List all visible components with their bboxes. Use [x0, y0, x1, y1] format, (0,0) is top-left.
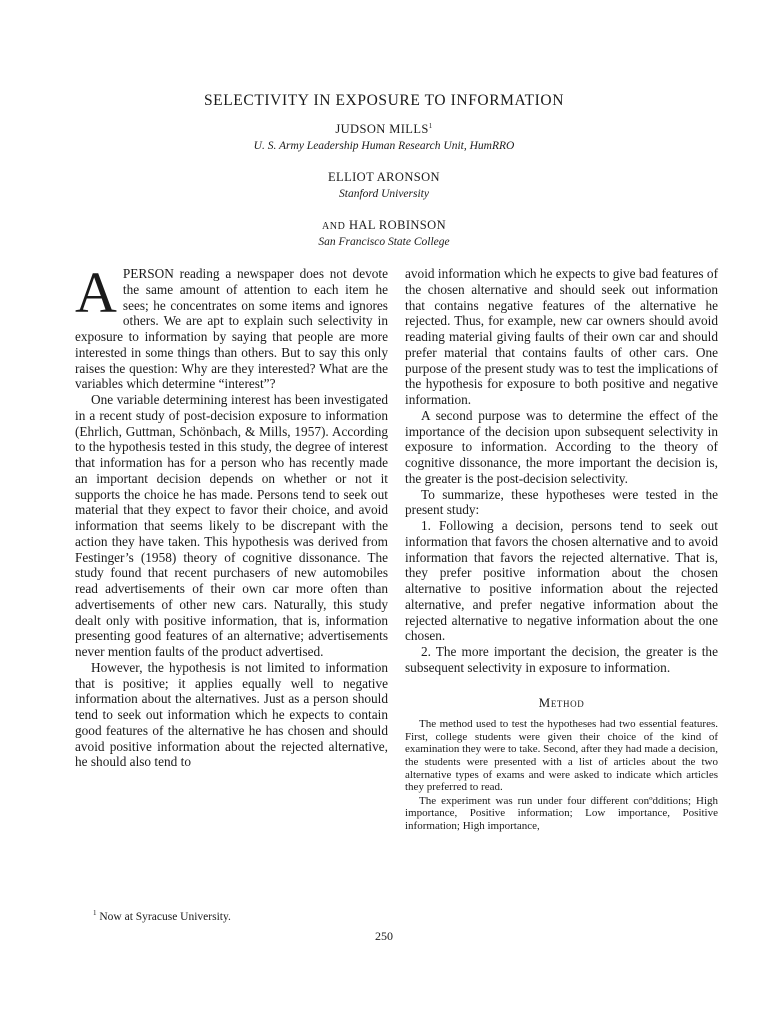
- paragraph: avoid information which he expects to give bad features of the chosen alternative and should seek out information that contains negative features of the alternative he rejected. Thus, for example, new car owners should avoid reading material giving faults of their own car and should prefer material that contains faults of other cars. One purpose of the present study was to test the implications of the hypothesis for exposure to both positive and negative information.: [405, 266, 718, 407]
- paragraph: A second purpose was to determine the effect of the importance of the decision upon subsequent selectivity in exposure to information. According to the theory of cognitive dissonance, the more important the decision is, the greater is the post-decision selectivity.: [405, 407, 718, 486]
- author-name-text: JUDSON MILLS: [335, 122, 429, 137]
- drop-cap: A: [75, 260, 117, 325]
- right-column: [405, 266, 718, 833]
- method-heading: Method: [538, 694, 585, 710]
- footnote: [93, 909, 231, 923]
- author-prefix: AND: [321, 221, 346, 232]
- author-affiliation: U. S. Army Leadership Human Research Unit, HumRRO: [253, 140, 515, 152]
- author-name: [0, 122, 768, 137]
- paragraph: The experiment was run under four different conºdditions; High importance, Positive information; Low importance, Positive information; High importance,: [405, 794, 718, 832]
- footnote-text: Now at Syracuse University.: [96, 910, 231, 923]
- footnote-mark: 1: [93, 909, 97, 917]
- lead-in: PERSON: [122, 266, 174, 281]
- paragraph: One variable determining interest has been investigated in a recent study of post-decision exposure to information (Ehrlich, Guttman, Schönbach, & Mills, 1957). According to the hypothesis tested in this study, the degree of interest that information has for a person who has recently made an important decision depends on whether or not it supports the choice he has made. Persons tend to seek out material that they expect to favor their choice, and avoid information that seems likely to be discrepant with the action they have taken. This hypothesis was derived from Festinger’s (1958) theory of cognitive dissonance. The study found that recent purchasers of new automobiles read advertisements of their own car more often than advertisements of other new cars. Naturally, this study dealt only with positive information, that is, information presenting good features of an alternative; advertisements never mention faults of the product advertised.: [75, 392, 388, 659]
- author-name: ELLIOT ARONSON: [328, 170, 440, 184]
- author-name-text: HAL ROBINSON: [348, 218, 447, 232]
- paragraph: 2. The more important the decision, the greater is the subsequent selectivity in exposure to information.: [405, 644, 718, 675]
- article-title: SELECTIVITY IN EXPOSURE TO INFORMATION: [203, 92, 565, 109]
- method-section: [405, 718, 718, 832]
- paragraph: The method used to test the hypotheses had two essential features. First, college students were given their choice of the kind of examination they were to take. Second, after they had made a decision, the students were presented with a list of articles about the two alternative types of exams and were asked to indicate which articles they preferred to read.: [405, 718, 718, 794]
- paragraph: [75, 260, 388, 392]
- author-affiliation: Stanford University: [339, 188, 429, 200]
- author-affiliation: San Francisco State College: [318, 236, 450, 248]
- footnote-mark: 1: [428, 122, 433, 130]
- paragraph: To summarize, these hypotheses were tested in the present study:: [405, 486, 718, 518]
- paragraph-text: reading a newspaper does not devote the same amount of attention to each item he sees; he concentrates on some items and ignores others. We are apt to explain such selectivity in exposure to information by saying that people are more interested in some things than others. But to say this only raises the question: Why are they interested? What are the variables which determine “interest”?: [75, 266, 388, 392]
- paragraph: 1. Following a decision, persons tend to seek out information that favors the chosen alternative and to avoid information that favors the rejected alternative. That is, they prefer positive information about the chosen alternative to positive information about the rejected alternative, and prefer negative information about the rejected alternative to negative information about the one chosen.: [405, 518, 718, 644]
- author-name: [0, 218, 768, 233]
- page-number: 250: [375, 929, 393, 943]
- left-column: [75, 260, 388, 770]
- paragraph: However, the hypothesis is not limited to information that is positive; it applies equally well to negative information about the alternatives. Just as a person should tend to seek out information which he expects to contain good features of the alternative he has chosen and should avoid positive information about the rejected alternative, he should also tend to: [75, 659, 388, 770]
